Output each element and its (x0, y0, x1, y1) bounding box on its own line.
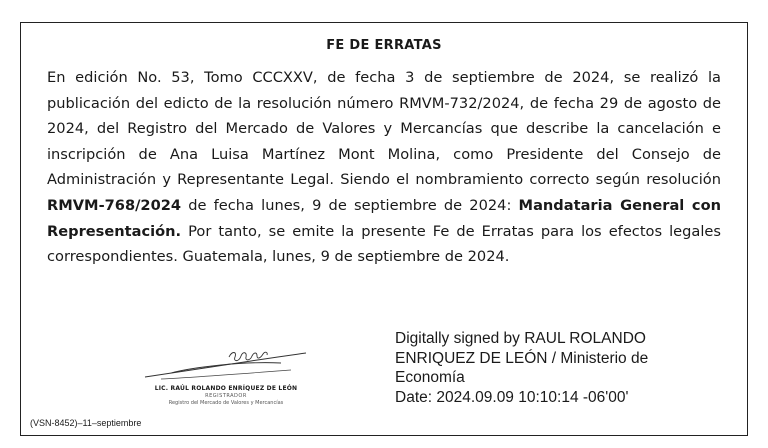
publication-reference: (VSN-8452)–11–septiembre (30, 418, 142, 428)
signer-role: REGISTRADOR (205, 393, 247, 399)
body-text-part-2: de fecha lunes, 9 de septiembre de 2024: (181, 196, 519, 214)
body-text-part-3: Por tanto, se emite la presente Fe de Erratas para los efectos legales correspondientes. Guatemala, lunes, 9 de septiembre de 2024. (47, 222, 721, 266)
digital-signature-date: Date: 2024.09.09 10:10:14 -06'00' (395, 388, 629, 406)
document-frame (20, 22, 748, 436)
body-text-part-1: En edición No. 53, Tomo CCCXXV, de fecha 3 de septiembre de 2024, se realizó la publicación del edicto de la resolución número RMVM-732/2024, de fecha 29 de agosto de 2024, del Registro del Mercado de Valores y Mercancías que describe la cancelación e inscripción de Ana Luisa Martínez Mont Molina, como Presidente del Consejo de Administración y Representante Legal. Siendo el nombramiento correcto según resolución (47, 69, 721, 189)
resolution-number: RMVM-768/2024 (47, 196, 182, 214)
handwritten-signature-block (121, 343, 331, 413)
document-title: FE DE ERRATAS (326, 38, 442, 53)
corrected-appointment: Mandataria General con Representación. (47, 196, 721, 240)
signer-organization: Registro del Mercado de Valores y Mercancías (168, 400, 284, 406)
signature-graphic (141, 343, 311, 385)
digital-signature-stamp (395, 329, 735, 407)
signer-name: LIC. RAÚL ROLANDO ENRÍQUEZ DE LEÓN (154, 385, 298, 392)
digital-signature-line-3: Economía (395, 369, 465, 386)
body-paragraph (47, 65, 721, 270)
digital-signature-line-2: ENRIQUEZ DE LEÓN / Ministerio de (395, 349, 649, 367)
digital-signature-line-1: Digitally signed by RAUL ROLANDO (395, 330, 646, 347)
